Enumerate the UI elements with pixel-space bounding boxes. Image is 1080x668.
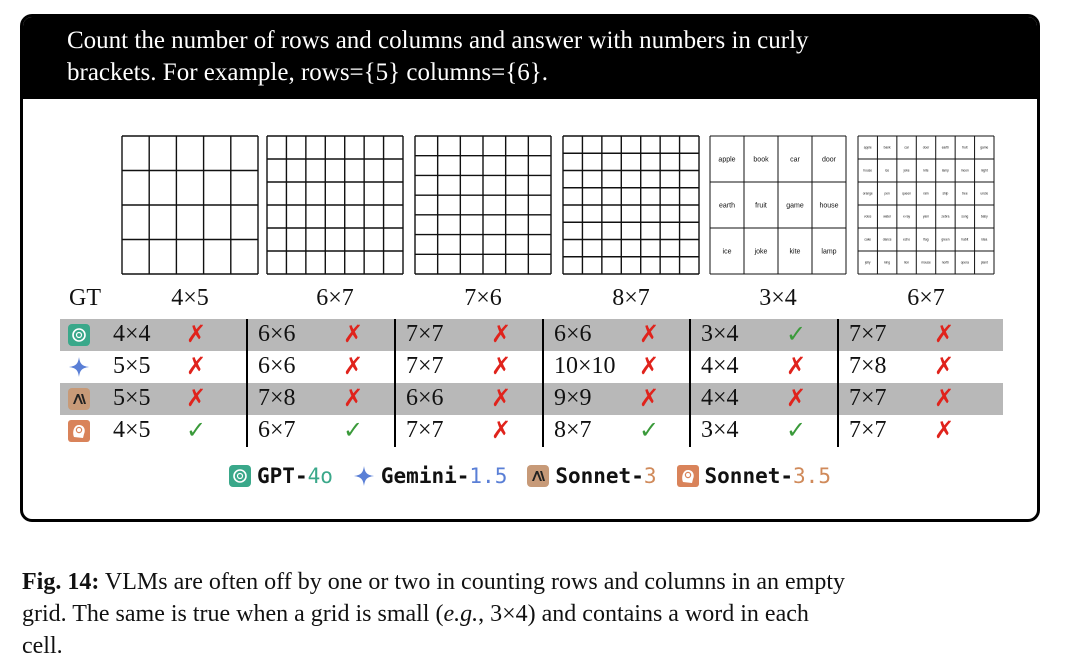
grid-cell-word: tree: [962, 191, 968, 196]
grid-image-1: [121, 135, 259, 277]
predicted-value: 10×10: [554, 353, 616, 379]
grid-image-4: [562, 135, 700, 277]
grid-cell-word: uncle: [980, 191, 989, 196]
predicted-value: 6×6: [554, 321, 592, 347]
legend-model-name: Sonnet-: [704, 464, 794, 488]
grid-cell-word: orange: [862, 191, 873, 196]
grid-image-3: [414, 135, 552, 277]
grid-cell-word: door: [821, 156, 837, 164]
cross-icon: ✗: [491, 320, 512, 348]
grid-cell-word: joke: [754, 248, 768, 256]
legend-model-version: 3: [643, 464, 657, 488]
cross-icon: ✗: [786, 384, 807, 412]
prompt-banner: [23, 17, 1037, 99]
prompt-line-1: Count the number of rows and columns and answer with numbers in curly: [67, 27, 809, 54]
result-row-2: [60, 383, 1003, 415]
legend-model-version: 4o: [307, 464, 333, 488]
check-icon: ✓: [786, 416, 807, 444]
result-cell: [837, 319, 966, 351]
check-icon: ✓: [786, 320, 807, 348]
cross-icon: ✗: [639, 384, 660, 412]
cross-icon: ✗: [186, 352, 207, 380]
result-cell: [394, 383, 542, 415]
predicted-value: 7×7: [406, 321, 444, 347]
predicted-value: 9×9: [554, 385, 592, 411]
predicted-value: 4×4: [113, 321, 151, 347]
cross-icon: ✗: [491, 352, 512, 380]
result-cell: [837, 415, 966, 447]
result-cell: [246, 383, 394, 415]
result-cell: [246, 351, 394, 383]
grid-image-5: [709, 135, 847, 277]
predicted-value: 5×5: [113, 353, 151, 379]
result-row-1: [60, 351, 1003, 383]
predicted-value: 6×7: [258, 417, 296, 443]
legend-item: [353, 464, 507, 488]
predicted-value: 6×6: [406, 385, 444, 411]
legend-item: [677, 464, 831, 488]
check-icon: ✓: [186, 416, 207, 444]
check-icon: ✓: [343, 416, 364, 444]
result-cell: [689, 351, 837, 383]
sonnet-3-icon: [527, 465, 549, 487]
grid-cell-word: fruit: [755, 202, 767, 210]
predicted-value: 7×8: [849, 353, 887, 379]
legend-item: [229, 464, 333, 488]
grid-cell-word: joke: [903, 168, 910, 173]
result-cell: [394, 319, 542, 351]
check-icon: ✓: [639, 416, 660, 444]
legend-model-version: 3.5: [793, 464, 831, 488]
grid-cell-word: kite: [789, 248, 801, 256]
grid-cell-word: earth: [719, 202, 735, 210]
grid-cell-word: yarn: [922, 214, 930, 219]
gt-value: 8×7: [612, 285, 650, 311]
legend-item: [527, 464, 656, 488]
predicted-value: 7×7: [849, 385, 887, 411]
cross-icon: ✗: [934, 384, 955, 412]
grid-cell-word: song: [961, 214, 969, 219]
result-cell: [542, 383, 689, 415]
result-cell: [689, 319, 837, 351]
gt-value: 3×4: [759, 285, 797, 311]
result-cell: [394, 351, 542, 383]
grid-cell-word: north: [941, 260, 950, 265]
grid-cell-word: lamp: [821, 248, 837, 256]
grid-cell-word: voice: [863, 214, 872, 219]
grid-cell-word: jelly: [864, 260, 871, 265]
gemini-icon: [353, 465, 375, 487]
grid-cell-word: pen: [884, 191, 890, 196]
grid-cell-word: idea: [981, 237, 988, 242]
grid-cell-word: lion: [904, 260, 910, 265]
predicted-value: 7×8: [258, 385, 296, 411]
grid-cell-word: book: [753, 156, 769, 164]
grid-cell-word: fruit: [962, 145, 968, 150]
results-table: [60, 319, 1003, 447]
grid-cell-word: door: [922, 145, 930, 150]
grid-cell-word: opera: [960, 260, 969, 265]
grid-cell-word: baby: [980, 214, 988, 219]
cross-icon: ✗: [186, 320, 207, 348]
grid-cell-word: car: [790, 156, 800, 164]
caption-text-2b: , 3×4) and contains a word in each: [478, 601, 809, 627]
grid-cell-word: king: [884, 260, 891, 265]
result-cell: [689, 415, 837, 447]
predicted-value: 4×4: [701, 353, 739, 379]
cross-icon: ✗: [934, 416, 955, 444]
caption-text-2a: grid. The same is true when a grid is small (: [22, 601, 444, 627]
cross-icon: ✗: [186, 384, 207, 412]
grid-cell-word: game: [980, 145, 989, 150]
cross-icon: ✗: [343, 320, 364, 348]
result-cell: [246, 415, 394, 447]
grid-cell-word: car: [904, 145, 909, 150]
caption-eg: e.g.: [443, 601, 479, 627]
predicted-value: 7×7: [849, 321, 887, 347]
cross-icon: ✗: [343, 384, 364, 412]
gemini-icon: [68, 356, 90, 378]
predicted-value: 4×5: [113, 417, 151, 443]
figure-caption: [22, 566, 1042, 662]
cross-icon: ✗: [343, 352, 364, 380]
result-cell: [96, 415, 246, 447]
grid-cell-word: queen: [902, 191, 912, 196]
grid-cell-word: game: [786, 202, 804, 210]
grid-cell-word: rain: [923, 191, 929, 196]
grid-cell-word: lamp: [941, 168, 949, 173]
predicted-value: 3×4: [701, 321, 739, 347]
predicted-value: 7×7: [406, 353, 444, 379]
predicted-value: 3×4: [701, 417, 739, 443]
cross-icon: ✗: [639, 320, 660, 348]
grid-image-6: [857, 135, 995, 277]
prompt-line-2: brackets. For example, rows={5} columns={6}.: [67, 59, 548, 86]
grid-cell-word: echo: [903, 237, 911, 242]
result-row-0: [60, 319, 1003, 351]
result-cell: [837, 383, 966, 415]
grid-image-2: [266, 135, 404, 277]
predicted-value: 7×7: [849, 417, 887, 443]
grid-cell-word: bank: [883, 145, 891, 150]
gt-label: GT: [69, 285, 101, 311]
gt-value: 7×6: [464, 285, 502, 311]
sonnet-3-icon: [68, 388, 90, 410]
grid-cell-word: green: [941, 237, 950, 242]
grid-cell-word: water: [883, 214, 892, 219]
grid-cell-word: apple: [718, 156, 736, 164]
grid-cell-word: dance: [882, 237, 892, 242]
result-cell: [689, 383, 837, 415]
legend-model-name: Gemini-: [380, 464, 470, 488]
grid-cell-word: cake: [864, 237, 872, 242]
sonnet-3-5-icon: [68, 420, 90, 442]
caption-text-1: VLMs are often off by one or two in counting rows and columns in an empty: [99, 569, 845, 595]
grid-cell-word: zebra: [941, 214, 950, 219]
grid-cell-word: kite: [923, 168, 929, 173]
result-cell: [96, 319, 246, 351]
caption-label: Fig. 14:: [22, 569, 100, 595]
gt-value: 6×7: [907, 285, 945, 311]
grid-cell-word: house: [863, 168, 873, 173]
cross-icon: ✗: [491, 416, 512, 444]
predicted-value: 8×7: [554, 417, 592, 443]
grid-cell-word: flag: [923, 237, 929, 242]
result-cell: [837, 351, 966, 383]
result-row-3: [60, 415, 1003, 447]
result-cell: [394, 415, 542, 447]
grid-cell-word: night: [980, 168, 988, 173]
figure-panel: [20, 14, 1040, 522]
result-cell: [542, 319, 689, 351]
legend-model-name: GPT-: [257, 464, 308, 488]
grid-cell-word: ice: [722, 248, 732, 256]
result-cell: [96, 351, 246, 383]
cross-icon: ✗: [491, 384, 512, 412]
model-legend: [23, 463, 1037, 495]
grid-cell-word: earth: [941, 145, 950, 150]
result-cell: [542, 351, 689, 383]
result-cell: [542, 415, 689, 447]
grid-cell-word: ice: [885, 168, 890, 173]
grid-cell-word: house: [819, 202, 839, 210]
grid-cell-word: habit: [961, 237, 969, 242]
cross-icon: ✗: [786, 352, 807, 380]
legend-model-name: Sonnet-: [555, 464, 644, 488]
ground-truth-row: [23, 285, 1037, 315]
grid-cell-word: mouse: [921, 260, 931, 265]
cross-icon: ✗: [934, 320, 955, 348]
predicted-value: 7×7: [406, 417, 444, 443]
grid-cell-word: moon: [960, 168, 969, 173]
predicted-value: 6×6: [258, 353, 296, 379]
sonnet-3-5-icon: [677, 465, 699, 487]
grid-cell-word: plant: [980, 260, 988, 265]
grid-cell-word: apple: [863, 145, 872, 150]
gt-value: 4×5: [171, 285, 209, 311]
predicted-value: 6×6: [258, 321, 296, 347]
caption-text-3: cell.: [22, 633, 63, 659]
cross-icon: ✗: [639, 352, 660, 380]
gpt-4o-icon: [68, 324, 90, 346]
result-cell: [246, 319, 394, 351]
result-cell: [96, 383, 246, 415]
predicted-value: 5×5: [113, 385, 151, 411]
grid-cell-word: x-ray: [903, 214, 911, 219]
cross-icon: ✗: [934, 352, 955, 380]
legend-model-version: 1.5: [469, 464, 508, 488]
grid-cell-word: ship: [942, 191, 949, 196]
gpt-4o-icon: [229, 465, 251, 487]
predicted-value: 4×4: [701, 385, 739, 411]
gt-value: 6×7: [316, 285, 354, 311]
